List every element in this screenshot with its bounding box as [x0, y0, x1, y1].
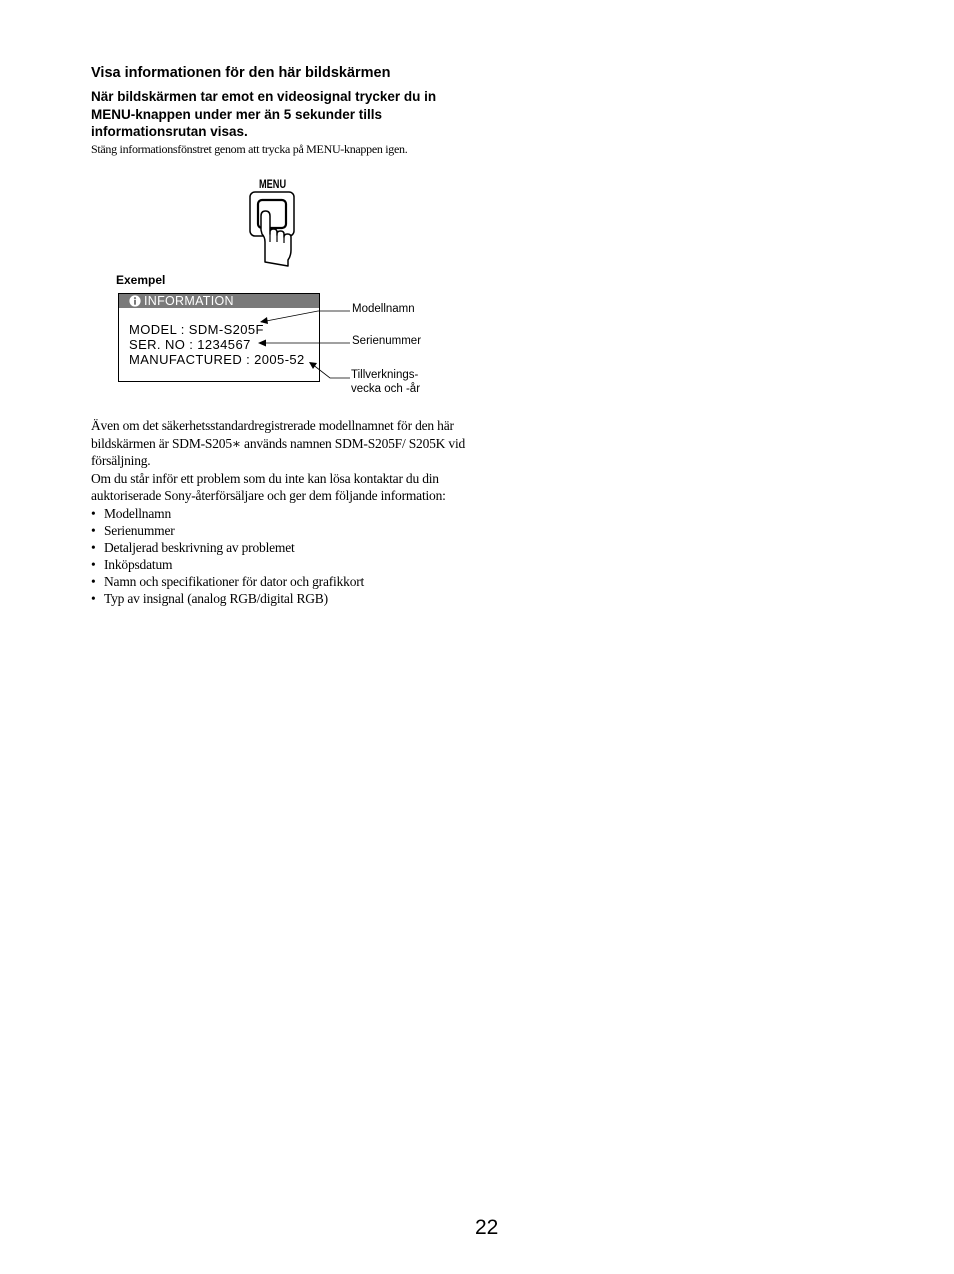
- paragraph-model-name: Även om det säkerhetsstandardregistrerade modellnamnet för den här bildskärmen är SDM-S205∗ används namnen SDM-S205F/ S205K vid försäljning.: [91, 418, 466, 468]
- list-item: • Modellnamn: [91, 505, 471, 522]
- info-bullet-list: [91, 505, 471, 607]
- list-item: • Typ av insignal (analog RGB/digital RGB): [91, 590, 471, 607]
- callout-manufacture-date-line1: Tillverknings-: [351, 369, 419, 381]
- osd-model-line: MODEL : SDM-S205F: [129, 322, 264, 337]
- osd-title: INFORMATION: [144, 294, 234, 308]
- callout-manufacture-date-line2: vecka och -år: [351, 382, 421, 395]
- body-text: [91, 417, 471, 607]
- list-item: • Namn och specifikationer för dator och grafikkort: [91, 573, 471, 590]
- page-number: 22: [475, 1216, 499, 1239]
- callout-model-name: Modellnamn: [352, 303, 415, 315]
- callout-serial-number: Serienummer: [352, 335, 422, 347]
- list-item: • Inköpsdatum: [91, 556, 471, 573]
- menu-button-label: MENU: [259, 179, 287, 191]
- instruction-text: När bildskärmen tar emot en videosignal trycker du in MENU-knappen under mer än 5 sekunder tills informationsrutan visas.: [91, 89, 437, 139]
- osd-serial-line: SER. NO : 1234567: [129, 337, 251, 352]
- section-heading: Visa informationen för den här bildskärmen: [91, 65, 391, 81]
- callout-manufacture-date: [351, 369, 420, 396]
- paragraph-contact-dealer: Om du står inför ett problem som du inte kan lösa kontaktar du din auktoriserade Sony-återförsäljare och ger dem följande information:: [91, 470, 446, 503]
- list-item: • Serienummer: [91, 522, 471, 539]
- example-label: Exempel: [116, 273, 166, 287]
- close-note: Stäng informationsfönstret genom att trycka på MENU-knappen igen.: [91, 142, 408, 156]
- osd-manufactured-line: MANUFACTURED : 2005-52: [129, 352, 305, 367]
- list-item: • Detaljerad beskrivning av problemet: [91, 539, 471, 556]
- callout-lines: [0, 0, 954, 420]
